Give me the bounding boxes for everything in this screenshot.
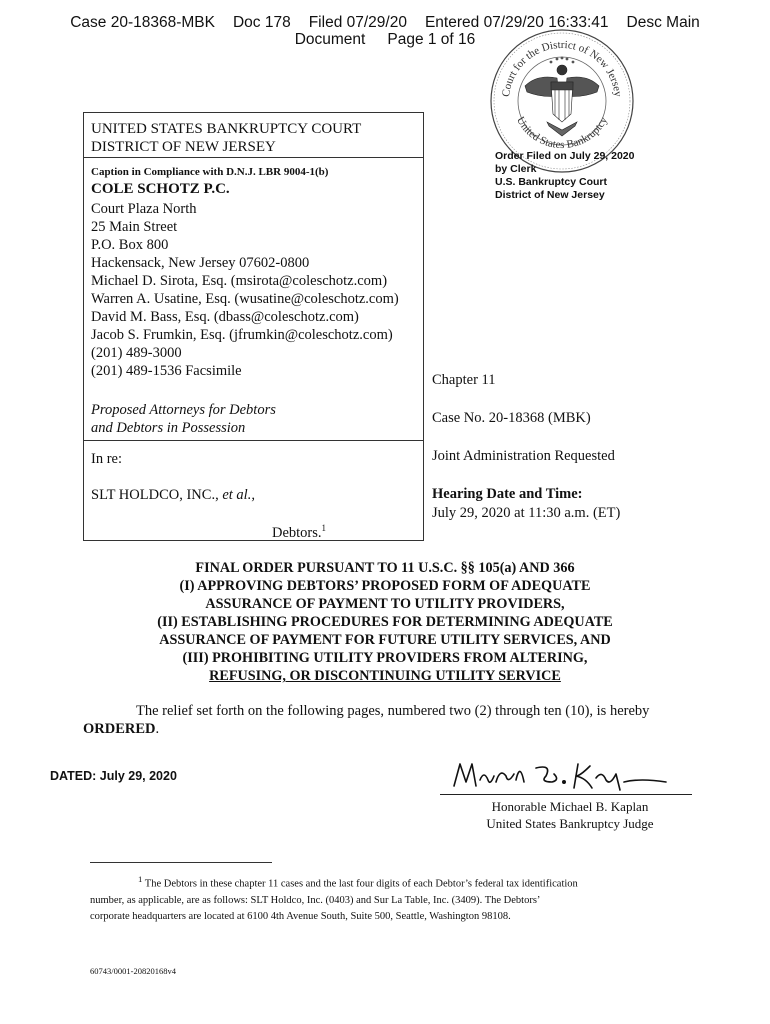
hearing-datetime: July 29, 2020 at 11:30 a.m. (ET)	[432, 505, 621, 521]
footnote-reference: 1	[321, 523, 327, 533]
order-title	[0, 559, 770, 685]
entered-date: Entered 07/29/20 16:33:41	[424, 14, 609, 31]
footnote-mark: 1	[138, 874, 143, 884]
hearing-heading: Hearing Date and Time:	[432, 486, 583, 502]
order-filed-line: Order Filed on July 29, 2020	[495, 150, 635, 162]
address-line: 25 Main Street	[91, 219, 178, 235]
footnote-line	[90, 871, 690, 893]
law-firm-name: COLE SCHOTZ P.C.	[91, 181, 230, 197]
et-al-text: et al.,	[222, 487, 255, 503]
caption-divider	[83, 440, 424, 441]
address-line: P.O. Box 800	[91, 237, 169, 253]
attorney-line: Warren A. Usatine, Esq. (wusatine@coleschotz.com)	[91, 291, 399, 307]
chapter-label: Chapter 11	[432, 372, 496, 388]
fax-line: (201) 489-1536 Facsimile	[91, 363, 242, 379]
title-line: ASSURANCE OF PAYMENT FOR FUTURE UTILITY SERVICES, AND	[159, 632, 611, 648]
docket-header-line2	[0, 31, 770, 49]
title-line: (I) APPROVING DEBTORS’ PROPOSED FORM OF ADEQUATE	[179, 578, 591, 594]
footnote-separator	[90, 862, 272, 863]
judge-title: United States Bankruptcy Judge	[486, 816, 654, 831]
debtors-label-text: Debtors.	[272, 524, 322, 541]
filed-date: Filed 07/29/20	[308, 14, 407, 31]
title-line	[0, 667, 770, 685]
footnote-line: corporate headquarters are located at 6100 4th Avenue South, Suite 500, Seattle, Washington 98108.	[90, 910, 511, 922]
attorney-line: David M. Bass, Esq. (dbass@coleschotz.com)	[91, 309, 359, 325]
order-filed-line: by Clerk	[495, 163, 537, 175]
title-line: FINAL ORDER PURSUANT TO 11 U.S.C. §§ 105(a) AND 366	[195, 560, 575, 576]
relief-line: The relief set forth on the following pages, numbered two (2) through ten (10), is hereby	[136, 703, 650, 719]
title-line-underlined: REFUSING, OR DISCONTINUING UTILITY SERVICE	[209, 668, 561, 684]
title-line: (III) PROHIBITING UTILITY PROVIDERS FROM ALTERING,	[182, 650, 588, 666]
dated-line: DATED: July 29, 2020	[50, 769, 177, 783]
order-filed-line: U.S. Bankruptcy Court	[495, 176, 608, 188]
debtor-name-text: SLT HOLDCO, INC.,	[91, 487, 223, 503]
proposed-attorneys-line: Proposed Attorneys for Debtors	[91, 402, 276, 418]
signature-line	[440, 794, 692, 795]
proposed-attorneys-line: and Debtors in Possession	[91, 420, 246, 436]
ordered-word: ORDERED	[83, 721, 156, 737]
attorney-line: Michael D. Sirota, Esq. (msirota@coleschotz.com)	[91, 273, 388, 289]
relief-period: .	[155, 721, 160, 737]
debtors-label	[272, 523, 326, 542]
footnote	[90, 871, 690, 925]
attorney-line: Jacob S. Frumkin, Esq. (jfrumkin@coleschotz.com)	[91, 327, 393, 343]
doc-number: Doc 178	[232, 14, 291, 31]
relief-line	[83, 720, 683, 738]
debtor-name	[91, 487, 255, 504]
order-filed-line: District of New Jersey	[495, 189, 605, 201]
judge-name: Honorable Michael B. Kaplan	[491, 799, 649, 814]
court-name-line: UNITED STATES BANKRUPTCY COURT	[91, 121, 362, 137]
footnote-text: The Debtors in these chapter 11 cases and the last four digits of each Debtor’s federal tax identification	[142, 878, 578, 890]
svg-text:Court for the District of New: Court for the District of New Jersey	[500, 38, 624, 98]
caption-divider	[83, 157, 424, 158]
caption-compliance-note: Caption in Compliance with D.N.J. LBR 9004-1(b)	[91, 166, 329, 178]
document-label: Document	[294, 31, 366, 48]
in-re-label: In re:	[91, 451, 122, 467]
proposed-attorneys	[91, 401, 276, 437]
firm-address-block	[91, 200, 399, 380]
case-number: Case 20-18368-MBK	[70, 14, 215, 31]
title-line: ASSURANCE OF PAYMENT TO UTILITY PROVIDERS,	[205, 596, 565, 612]
address-line: Court Plaza North	[91, 201, 197, 217]
court-district-line: DISTRICT OF NEW JERSEY	[91, 139, 276, 155]
case-number-label: Case No. 20-18368 (MBK)	[432, 410, 591, 426]
joint-administration-label: Joint Administration Requested	[432, 448, 615, 464]
court-name	[91, 120, 361, 156]
order-filed-stamp	[495, 150, 634, 202]
desc-main: Desc Main	[626, 14, 700, 31]
title-line: (II) ESTABLISHING PROCEDURES FOR DETERMINING ADEQUATE	[157, 614, 613, 630]
docket-header-line1	[0, 14, 770, 32]
footnote-line: number, as applicable, are as follows: SLT Holdco, Inc. (0403) and Sur La Table, Inc. (3409). The Debtors’	[90, 894, 541, 906]
document-id: 60743/0001-20820168v4	[90, 966, 176, 976]
svg-text:United States Bankruptcy: United States Bankruptcy	[513, 114, 611, 152]
judge-block	[440, 798, 700, 832]
page-count: Page 1 of 16	[387, 31, 476, 48]
phone-line: (201) 489-3000	[91, 345, 182, 361]
address-line: Hackensack, New Jersey 07602-0800	[91, 255, 310, 271]
relief-paragraph	[83, 702, 683, 738]
